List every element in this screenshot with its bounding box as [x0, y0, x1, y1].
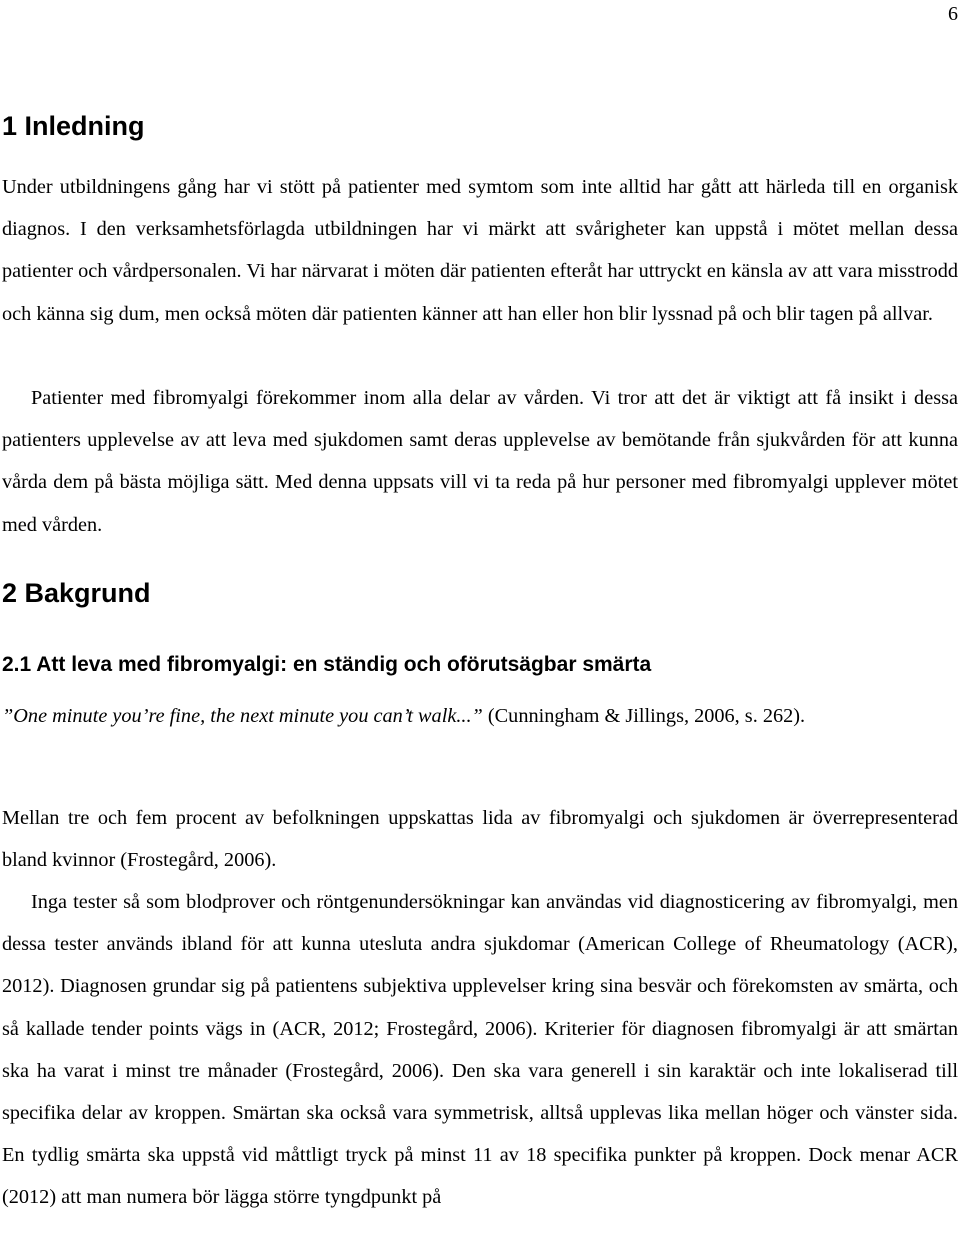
paragraph-bakgrund-1: Mellan tre och fem procent av befolkningen uppskattas lida av fibromyalgi och sjukdomen är överrepresenterad bland kvinnor (Frostegård, 2006).	[2, 807, 958, 872]
paragraph-inledning-1: Under utbildningens gång har vi stött på patienter med symtom som inte alltid har gått att härleda till en organisk diagnos. I den verksamhetsförlagda utbildningen har vi märkt att svårigheter kan uppstå i mötet mellan dessa patienter och vårdpersonalen. Vi har närvarat i möten där patienten efteråt har uttryckt en känsla av att vara misstrodd och känna sig dum, men också möten där patienten känner att han eller hon blir lyssnad på och blir tagen på allvar.	[2, 176, 958, 325]
heading-att-leva-med-fibromyalgi: 2.1 Att leva med fibromyalgi: en ständig och oförutsägbar smärta	[2, 653, 652, 676]
quote-close-mark: ”	[471, 705, 483, 727]
heading-bakgrund: 2 Bakgrund	[2, 578, 151, 608]
paragraph-bakgrund-2: Inga tester så som blodprover och röntgenundersökningar kan användas vid diagnosticering av fibromyalgi, men dessa tester används ibland för att kunna utesluta andra sjukdomar (American College of Rheumatology (ACR), 2012). Diagnosen grundar sig på patientens subjektiva upplevelser kring sina besvär och förekomsten av smärta, och så kallade tender points vägs in (ACR, 2012; Frostegård, 2006). Kriterier för diagnosen fibromyalgi är att smärtan ska ha varat i minst tre månader (Frostegård, 2006). Den ska vara generell i sin karaktär och inte lokaliserad till specifika delar av kroppen. Smärtan ska också vara symmetrisk, alltså upplevas lika mellan höger och vänster sida. En tydlig smärta ska uppstå vid måttligt tryck på minst 11 av 18 specifika punkter på kroppen. Dock menar ACR (2012) att man numera bör lägga större tyngdpunkt på	[2, 891, 958, 1209]
quote-block	[2, 702, 958, 730]
page-number: 6	[948, 3, 958, 25]
paragraph-inledning-2: Patienter med fibromyalgi förekommer inom alla delar av vården. Vi tror att det är viktigt att få insikt i dessa patienters upplevelse av att leva med sjukdomen samt deras upplevelse av bemötande från sjukvården för att kunna vårda dem på bästa möjliga sätt. Med denna uppsats vill vi ta reda på hur personer med fibromyalgi upplever mötet med vården.	[2, 387, 958, 536]
quote-open-mark: ”	[2, 705, 14, 727]
quote-citation: (Cunningham & Jillings, 2006, s. 262).	[482, 705, 806, 727]
quote-text: One minute you’re fine, the next minute you can’t walk...	[13, 705, 472, 727]
heading-inledning: 1 Inledning	[2, 111, 145, 141]
